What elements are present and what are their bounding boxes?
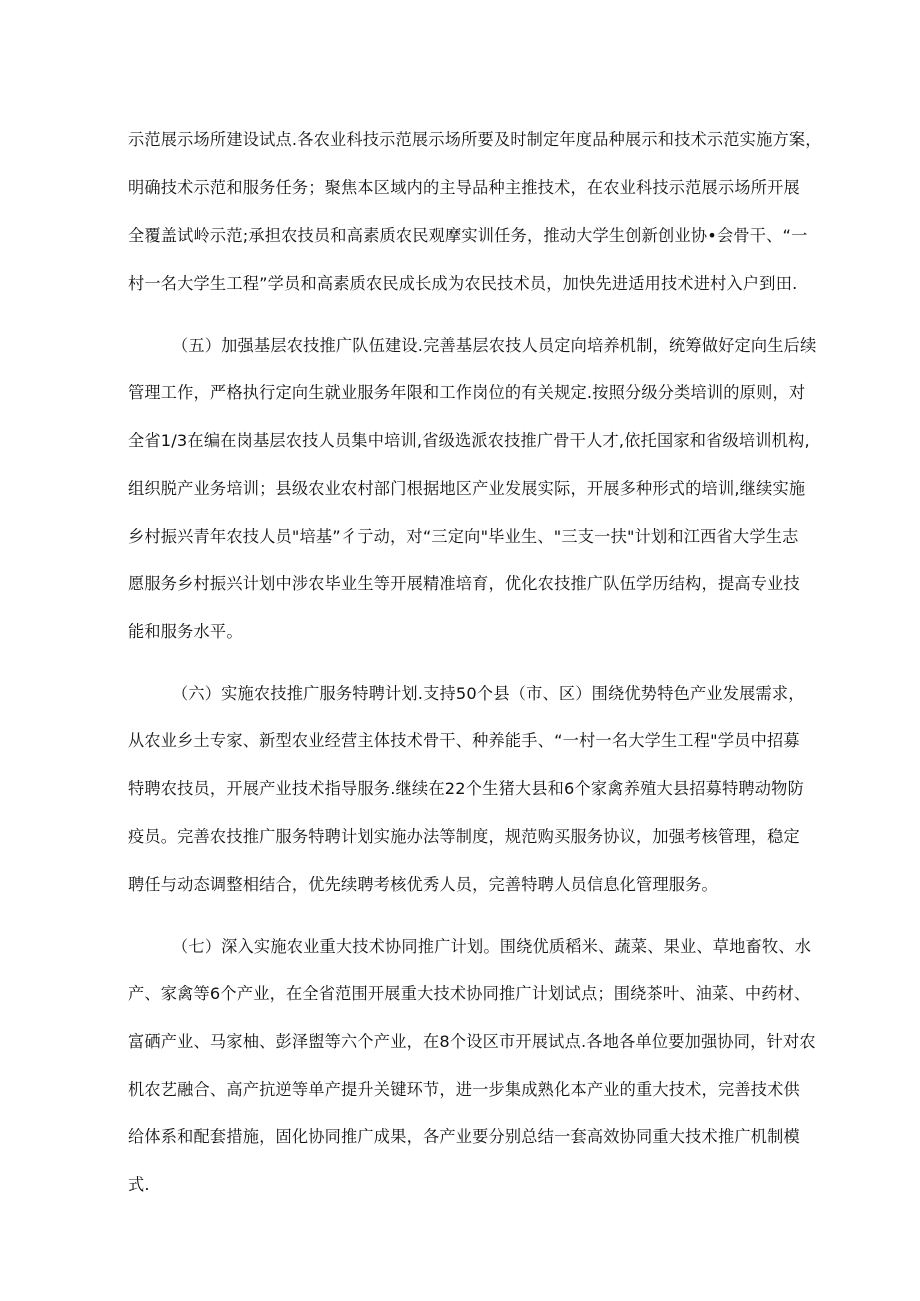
text-line: 从农业乡土专家、新型农业经营主体技术骨干、种养能手、“一村一名大学生工程"学员中招募	[128, 731, 800, 750]
text-line: 乡村振兴青年农技人员"培基”彳亍动，对“三定向"毕业生、"三支一扶"计划和江西省大学生志	[128, 527, 799, 546]
text-line: （七）深入实施农业重大技术协同推广计划。围绕优质稻米、蔬菜、果业、草地畜牧、水	[172, 937, 812, 956]
text-line: 管理工作，严格执行定向生就业服务年限和工作岗位的有关规定.按照分级分类培训的原则，对	[128, 383, 806, 402]
text-line: （六）实施农技推广服务特聘计划.支持50个县（市、区）围绕优势特色产业发展需求，	[172, 684, 805, 703]
text-line: 机农艺融合、高产抗逆等单产提升关键环节，进一步集成熟化本产业的重大技术，完善技术供	[128, 1080, 800, 1099]
text-line: 全省1/3在编在岗基层农技人员集中培训,省级选派农技推广骨干人才,依托国家和省级培训机构,	[128, 431, 810, 450]
text-line: 特聘农技员，开展产业技术指导服务.继续在22个生猪大县和6个家禽养殖大县招募特聘动物防	[128, 779, 804, 798]
text-line: 疫员。完善农技推广服务特聘计划实施办法等制度，规范购买服务协议，加强考核管理，稳定	[128, 827, 800, 846]
text-line: 聘任与动态调整相结合，优先续聘考核优秀人员，完善特聘人员信息化管理服务。	[128, 875, 718, 894]
text-line: 示范展示场所建设试点.各农业科技示范展示场所要及时制定年度品种展示和技术示范实施方案，	[128, 130, 822, 149]
text-line: （五）加强基层农技推广队伍建设.完善基层农技人员定向培养机制，统筹做好定向生后续	[172, 336, 817, 355]
text-line: 组织脱产业务培训；县级农业农村部门根据地区产业发展实际，开展多种形式的培训,继续实施	[128, 479, 806, 498]
text-line: 式.	[128, 1175, 150, 1194]
text-line: 能和服务水平。	[128, 622, 243, 641]
text-line: 村一名大学生工程”学员和高素质农民成长成为农民技术员，加快先进适用技术进村入户到田.	[128, 274, 798, 293]
text-line: 产、家禽等6个产业，在全省范围开展重大技术协同推广计划试点；围绕茶叶、油菜、中药材、	[128, 984, 811, 1003]
text-line: 明确技术示范和服务任务；聚焦本区域内的主导品种主推技术，在农业科技示范展示场所开展	[128, 178, 800, 197]
text-line: 愿服务乡村振兴计划中涉农毕业生等开展精准培育，优化农技推广队伍学历结构，提高专业技	[128, 574, 800, 593]
text-line: 全覆盖试岭示范;承担农技员和高素质农民观摩实训任务，推动大学生创新创业协•会骨干、“一	[128, 226, 808, 245]
text-line: 富硒产业、马家柚、彭泽盥等六个产业，在8个设区市开展试点.各地各单位要加强协同，针对农	[128, 1032, 816, 1051]
text-line: 给体系和配套措施，固化协同推广成果，各产业要分别总结一套高效协同重大技术推广机制模	[128, 1127, 800, 1146]
